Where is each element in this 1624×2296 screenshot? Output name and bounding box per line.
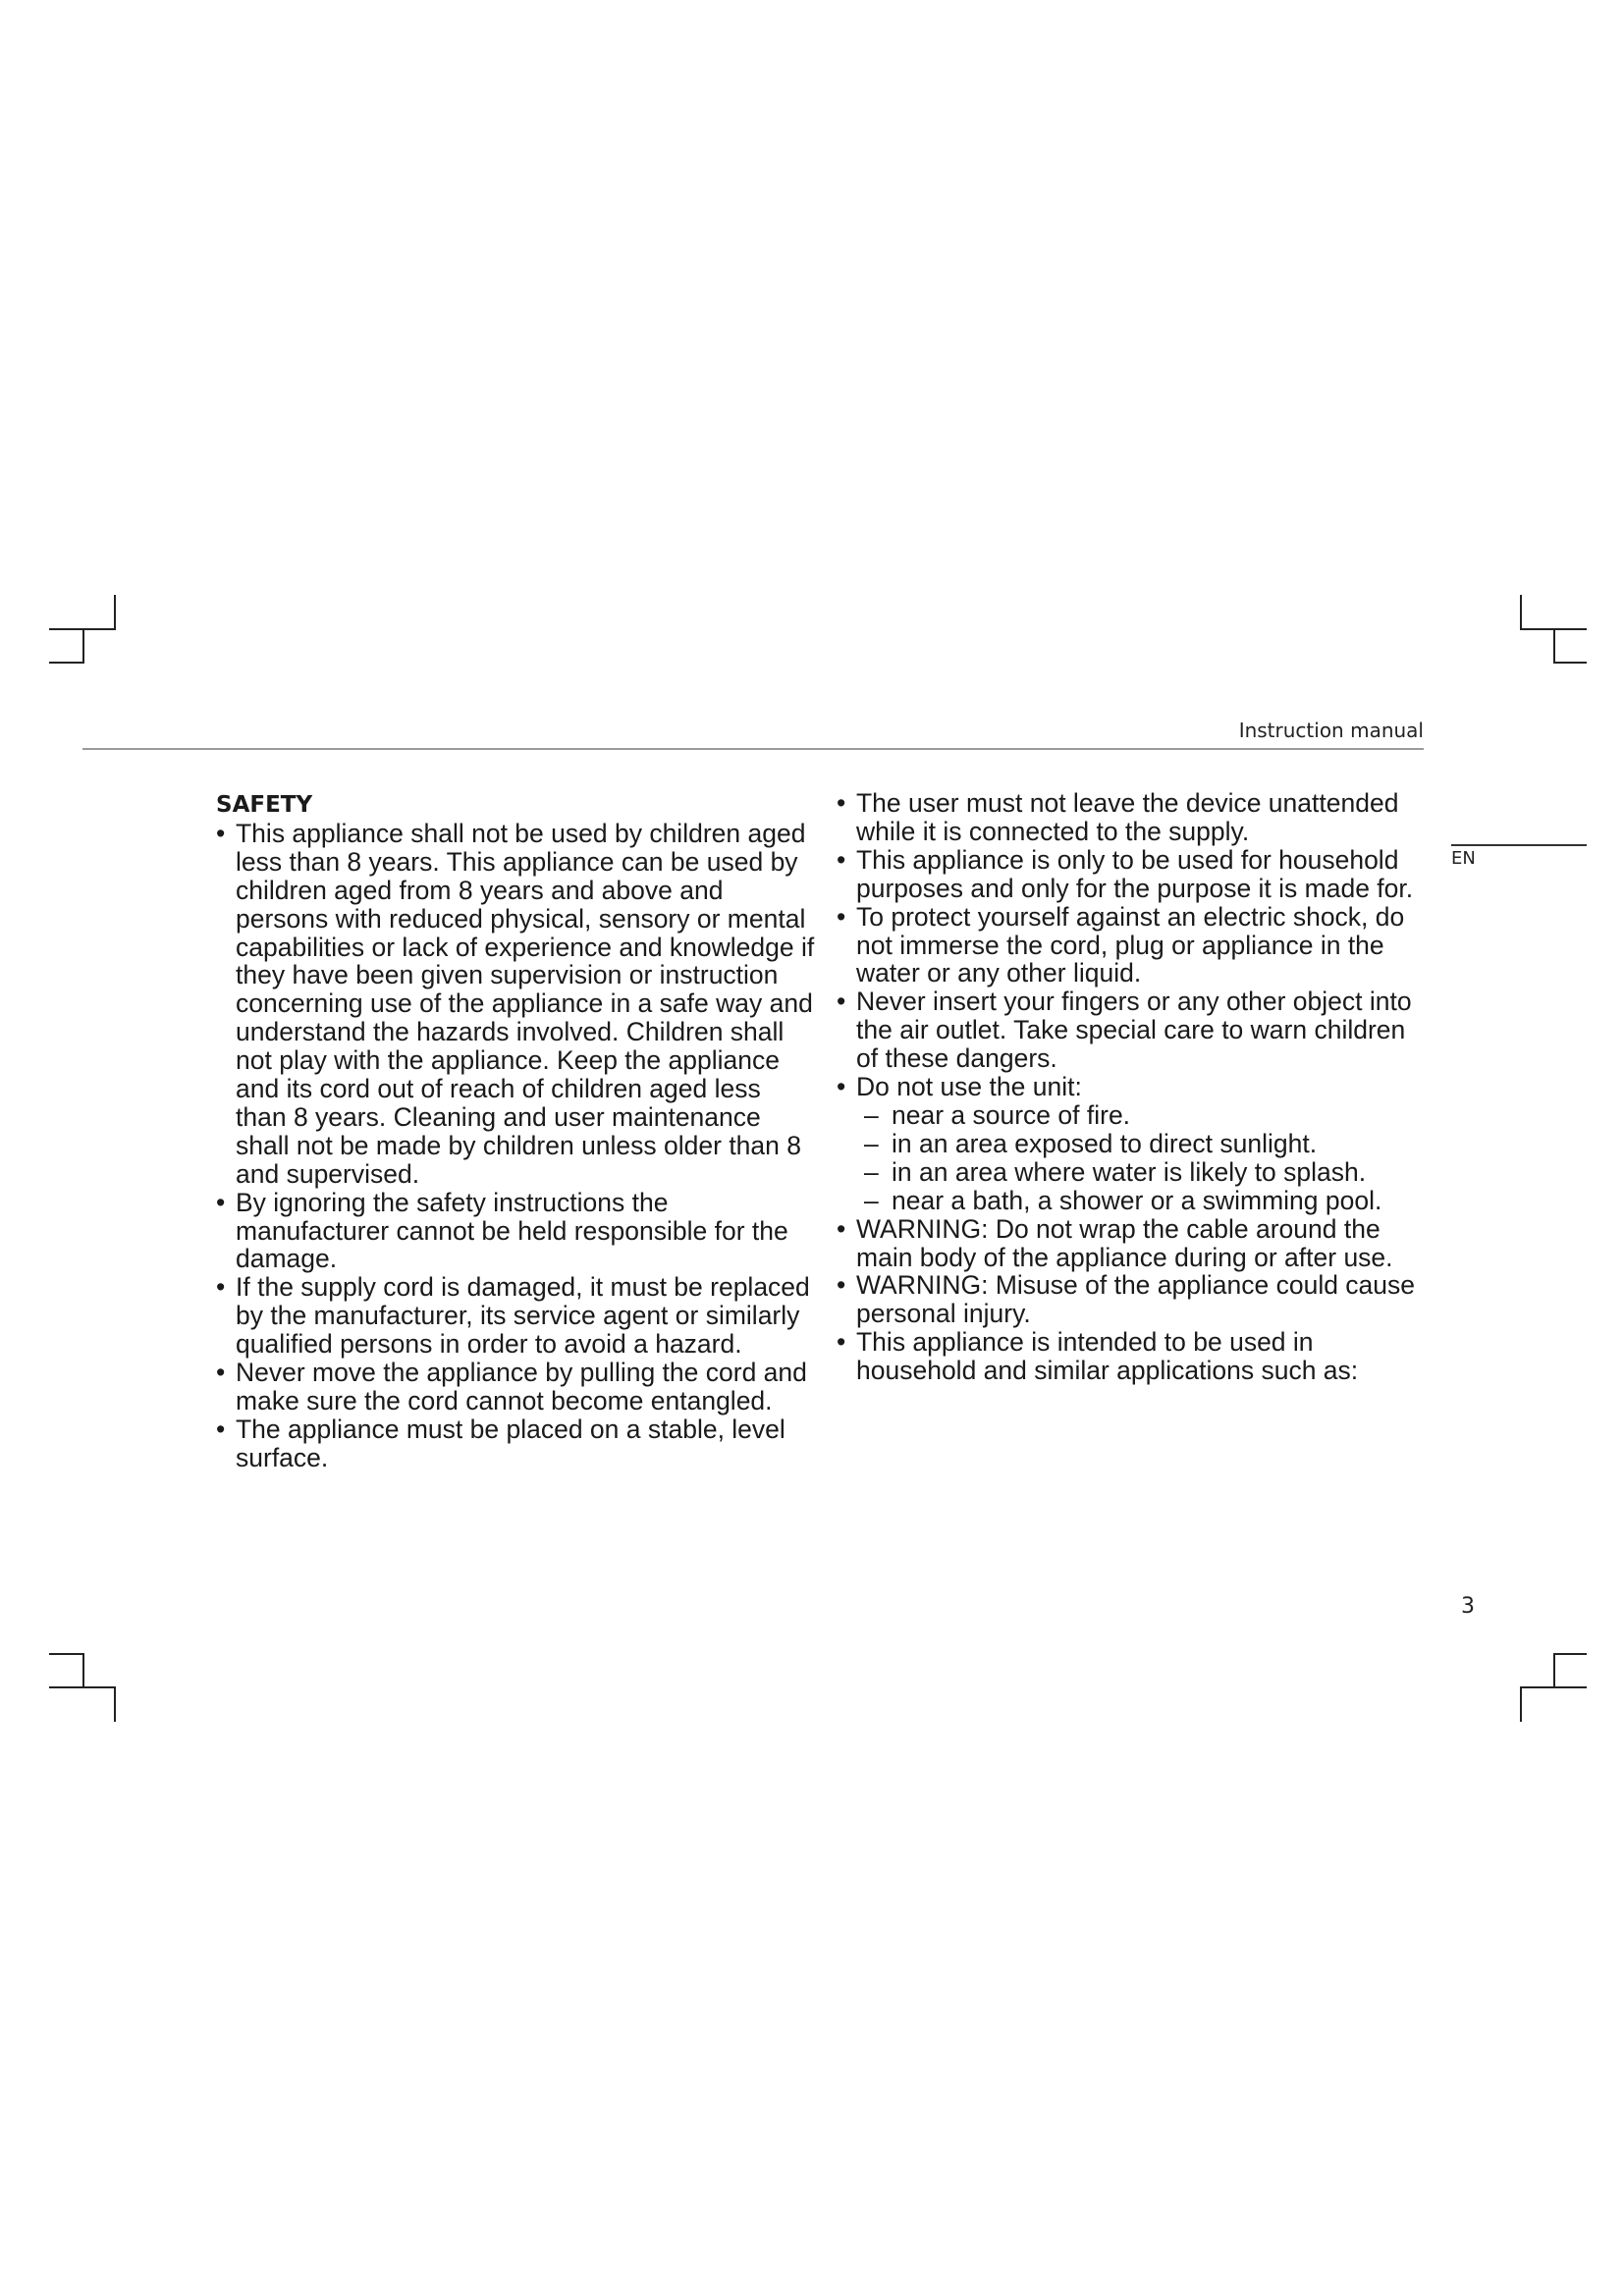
safety-bullet: • The user must not leave the device unattended while it is connected to the supply.	[837, 789, 1426, 846]
safety-bullet: • If the supply cord is damaged, it must be replaced by the manufacturer, its service agent or similarly qualified persons in order to avoid a hazard.	[216, 1273, 815, 1359]
header-divider	[82, 748, 1424, 750]
safety-bullet: • This appliance is only to be used for household purposes and only for the purpose it is made for.	[837, 846, 1426, 903]
unit-restrictions-list	[837, 1101, 1426, 1215]
language-tab-label: EN	[1451, 848, 1476, 869]
crop-mark-bottom-left	[49, 1686, 116, 1688]
language-tab-divider	[1451, 844, 1587, 846]
safety-bullet: • This appliance is intended to be used in household and similar applications such as:	[837, 1328, 1426, 1385]
safety-bullet: • To protect yourself against an electric shock, do not immerse the cord, plug or appliance in the water or any other liquid.	[837, 903, 1426, 988]
safety-bullet: • This appliance shall not be used by children aged less than 8 years. This appliance can be used by children aged from 8 years and above and persons with reduced physical, sensory or mental capabilities or lack of experience and knowledge if they have been given supervision or instruction concerning use of the appliance in a safe way and understand the hazards involved. Children shall not play with the appliance. Keep the appliance and its cord out of reach of children aged less than 8 years. Cleaning and user maintenance shall not be made by children unless older than 8 and supervised.	[216, 820, 815, 1189]
crop-mark-top-right	[1520, 595, 1522, 630]
safety-bullet: • The appliance must be placed on a stable, level surface.	[216, 1415, 815, 1472]
running-header-title: Instruction manual	[1238, 719, 1424, 742]
crop-mark-bottom-right	[1520, 1686, 1522, 1722]
restriction-item: – in an area exposed to direct sunlight.	[852, 1130, 1426, 1158]
warning-bullet: • WARNING: Misuse of the appliance could cause personal injury.	[837, 1271, 1426, 1328]
crop-mark-bottom-right	[1520, 1686, 1587, 1688]
safety-bullet: • Never insert your fingers or any other object into the air outlet. Take special care to warn children of these dangers.	[837, 988, 1426, 1073]
safety-bullet: • Never move the appliance by pulling the cord and make sure the cord cannot become entangled.	[216, 1359, 815, 1415]
section-title: SAFETY	[216, 792, 313, 818]
restriction-item: – in an area where water is likely to splash.	[852, 1158, 1426, 1187]
crop-mark-top-left	[82, 628, 84, 664]
warning-bullet: • WARNING: Do not wrap the cable around the main body of the appliance during or after use.	[837, 1215, 1426, 1272]
crop-mark-bottom-right	[1553, 1653, 1555, 1688]
crop-mark-bottom-left	[49, 1653, 84, 1655]
crop-mark-bottom-left	[114, 1686, 116, 1722]
right-column	[837, 789, 1426, 1385]
safety-bullet: • Do not use the unit:	[837, 1073, 1426, 1101]
crop-mark-bottom-left	[82, 1653, 84, 1688]
restriction-item: – near a source of fire.	[852, 1101, 1426, 1130]
crop-mark-top-right	[1553, 662, 1587, 664]
crop-mark-top-left	[49, 662, 84, 664]
crop-mark-top-right	[1553, 628, 1555, 664]
safety-bullet: • By ignoring the safety instructions the manufacturer cannot be held responsible for the damage.	[216, 1189, 815, 1274]
left-column	[216, 789, 815, 1472]
restriction-item: – near a bath, a shower or a swimming pool.	[852, 1187, 1426, 1215]
page-number: 3	[1461, 1594, 1475, 1619]
crop-mark-top-left	[114, 595, 116, 630]
crop-mark-bottom-right	[1553, 1653, 1587, 1655]
